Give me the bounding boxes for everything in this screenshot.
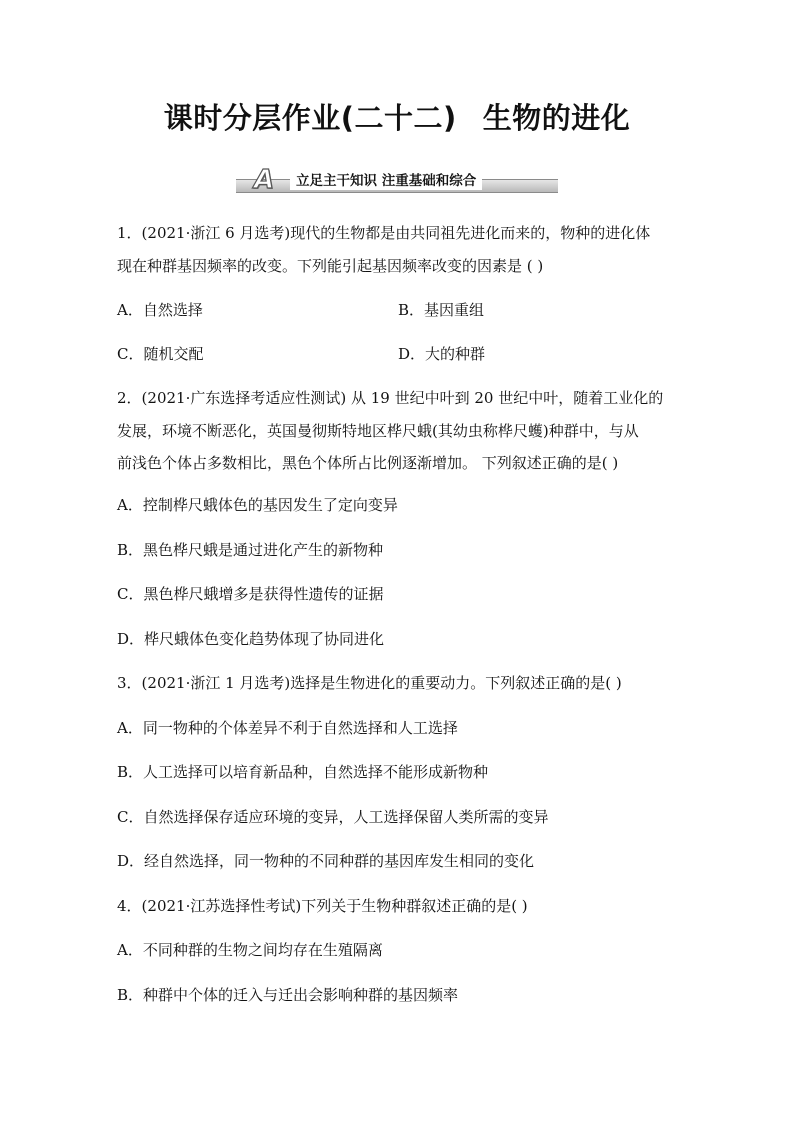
q3-option-d: D．经自然选择，同一物种的不同种群的基因库发生相同的变化 (117, 852, 535, 870)
page-title (0, 96, 794, 137)
q1-option-c: C．随机交配 (117, 345, 204, 363)
q2-line2: 发展，环境不断恶化，英国曼彻斯特地区桦尺蛾(其幼虫称桦尺蠖)种群中，与从 (117, 422, 639, 440)
q1-line2: 现在种群基因频率的改变。下列能引起基因频率改变的因素是 ( ) (117, 257, 544, 275)
q3-line1: 3．(2021·浙江 1 月选考)选择是生物进化的重要动力。下列叙述正确的是( ) (117, 674, 622, 692)
q2-option-c: C．黑色桦尺蛾增多是获得性遗传的证据 (117, 585, 384, 603)
q4-line1: 4．(2021·江苏选择性考试)下列关于生物种群叙述正确的是( ) (117, 897, 528, 915)
title-main: 课时分层作业(二十二) (163, 101, 457, 135)
q1-option-b: B．基因重组 (398, 301, 485, 319)
q2-option-b: B．黑色桦尺蛾是通过进化产生的新物种 (117, 541, 384, 559)
q3-option-a: A．同一物种的个体差异不利于自然选择和人工选择 (117, 719, 458, 737)
section-letter: A (254, 165, 275, 195)
q2-option-d: D．桦尺蛾体色变化趋势体现了协同进化 (117, 630, 385, 648)
q2-line3: 前浅色个体占多数相比，黑色个体所占比例逐渐增加。 下列叙述正确的是( ) (117, 454, 619, 472)
q2-option-a: A．控制桦尺蛾体色的基因发生了定向变异 (117, 496, 398, 514)
section-banner (236, 165, 558, 195)
q1-option-d: D．大的种群 (398, 345, 486, 363)
q4-option-b: B．种群中个体的迁入与迁出会影响种群的基因频率 (117, 986, 459, 1004)
q3-option-c: C．自然选择保存适应环境的变异，人工选择保留人类所需的变异 (117, 808, 549, 826)
title-sub: 生物的进化 (482, 101, 631, 135)
q3-option-b: B．人工选择可以培育新品种，自然选择不能形成新物种 (117, 763, 489, 781)
q1-line1: 1．(2021·浙江 6 月选考)现代的生物都是由共同祖先进化而来的，物种的进化体 (117, 224, 651, 242)
q2-line1: 2．(2021·广东选择考适应性测试) 从 19 世纪中叶到 20 世纪中叶，随着工业化的 (117, 389, 664, 407)
section-label: 立足主干知识 注重基础和综合 (290, 172, 482, 190)
q4-option-a: A．不同种群的生物之间均存在生殖隔离 (117, 941, 383, 959)
q1-option-a: A．自然选择 (117, 301, 203, 319)
